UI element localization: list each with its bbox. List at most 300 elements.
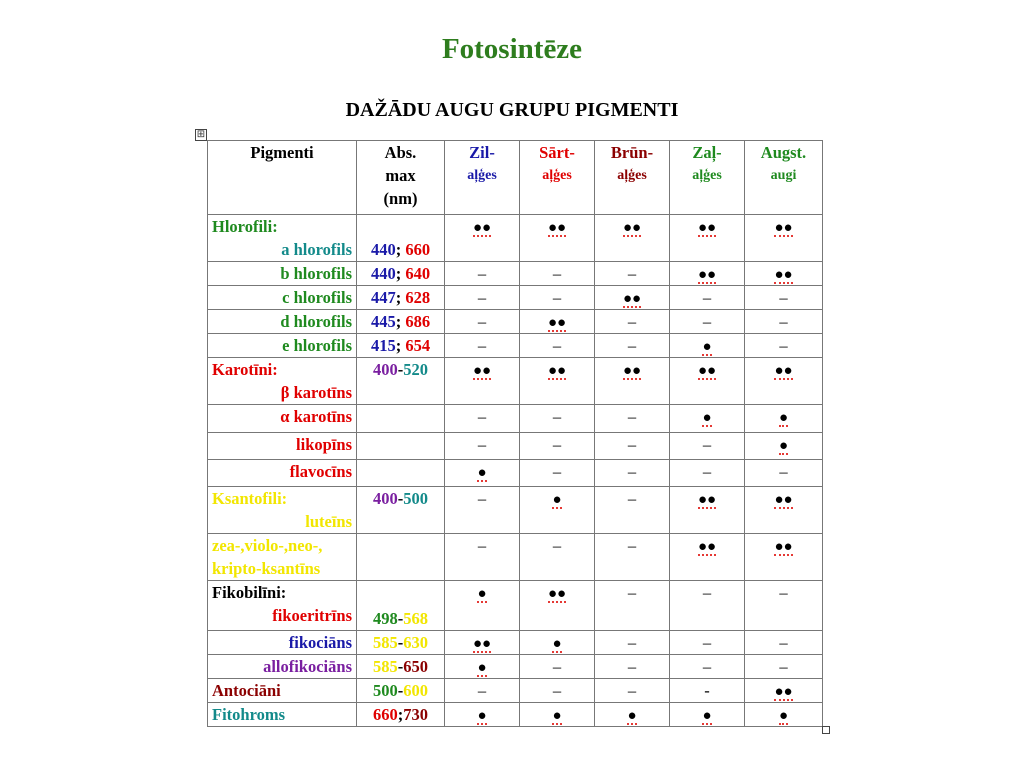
presence-cell: [445, 262, 520, 286]
pigment-cell: [208, 631, 357, 655]
abs-max-cell: [357, 487, 445, 534]
presence-cell: [670, 334, 745, 358]
abs-max-cell: [357, 460, 445, 487]
presence-marker: ●: [552, 636, 562, 652]
absence-marker: –: [779, 583, 788, 602]
abs-max-end: 500: [403, 489, 428, 508]
header-text: aļģes: [692, 168, 722, 183]
presence-cell: [670, 703, 745, 727]
presence-marker: ●●: [774, 363, 793, 379]
absence-marker: –: [702, 288, 712, 307]
presence-cell: [445, 310, 520, 334]
presence-cell: [595, 487, 670, 534]
presence-marker: ●●: [472, 220, 492, 236]
presence-cell: [745, 581, 823, 631]
presence-cell: [595, 703, 670, 727]
abs-max-start: 447: [370, 288, 396, 307]
absence-marker: –: [477, 264, 487, 283]
abs-max-start: 415: [370, 336, 396, 355]
pigment-cell: [208, 334, 357, 358]
abs-max-start: 585: [373, 633, 398, 652]
abs-max-start: 440: [370, 240, 396, 259]
presence-cell: [745, 433, 823, 460]
header-row: [208, 141, 823, 215]
presence-cell: [595, 534, 670, 581]
header-text: Brūn-: [610, 143, 654, 162]
abs-max-start: 498: [373, 609, 398, 628]
absence-marker: –: [552, 336, 562, 355]
abs-max-end: 660: [405, 240, 431, 259]
presence-cell: [445, 460, 520, 487]
absence-marker: –: [552, 462, 562, 481]
header-cell: [520, 141, 595, 215]
presence-cell: [595, 433, 670, 460]
presence-cell: [595, 405, 670, 433]
pigment-group: Fikobilīni:: [212, 583, 287, 602]
abs-max-end: 640: [405, 264, 431, 283]
abs-max-value: [361, 487, 440, 510]
header-cell: [445, 141, 520, 215]
header-text: Augst.: [760, 143, 807, 162]
absence-marker: -: [704, 681, 710, 700]
presence-cell: [595, 215, 670, 262]
absence-marker: –: [477, 336, 487, 355]
abs-max-value: [361, 286, 440, 309]
absence-marker: –: [702, 657, 712, 676]
presence-cell: [595, 655, 670, 679]
presence-marker: ●●: [774, 492, 793, 508]
pigment-name: α karotīns: [280, 407, 352, 426]
absence-marker: –: [627, 435, 637, 454]
table-row: [208, 405, 823, 433]
presence-cell: [595, 581, 670, 631]
presence-cell: [670, 310, 745, 334]
presence-marker: ●●: [622, 291, 642, 307]
header-text: (nm): [383, 189, 418, 208]
pigment-group: Ksantofili:: [212, 489, 288, 508]
presence-cell: [445, 405, 520, 433]
abs-max-cell: [357, 334, 445, 358]
header-text: Zaļ-: [692, 143, 722, 162]
presence-marker: ●●: [774, 220, 793, 236]
header-text: max: [385, 166, 416, 185]
presence-marker: ●: [477, 465, 487, 481]
presence-marker: ●●: [547, 315, 567, 331]
pigment-table: [207, 140, 823, 727]
presence-cell: [745, 215, 823, 262]
abs-max-value: [361, 334, 440, 357]
presence-cell: [445, 487, 520, 534]
presence-cell: [670, 405, 745, 433]
abs-max-cell: [357, 581, 445, 631]
abs-max-value: [361, 262, 440, 285]
pigment-name: d hlorofils: [280, 312, 352, 331]
presence-cell: [520, 215, 595, 262]
absence-marker: –: [552, 264, 562, 283]
presence-cell: [520, 405, 595, 433]
header-cell: [208, 141, 357, 215]
table-row: [208, 358, 823, 405]
table-row: [208, 334, 823, 358]
presence-cell: [445, 286, 520, 310]
table-row: [208, 286, 823, 310]
absence-marker: –: [702, 462, 712, 481]
table-row: [208, 487, 823, 534]
header-text: Abs.: [384, 143, 417, 162]
absence-marker: –: [627, 336, 637, 355]
abs-max-end: 630: [403, 633, 428, 652]
presence-marker: ●: [702, 339, 712, 355]
presence-cell: [445, 358, 520, 405]
header-cell: [595, 141, 670, 215]
presence-marker: ●●: [774, 539, 793, 555]
abs-max-end: 600: [403, 681, 428, 700]
presence-cell: [745, 405, 823, 433]
table-row: [208, 534, 823, 581]
pigment-name: allofikociāns: [263, 657, 352, 676]
absence-marker: –: [627, 489, 637, 508]
presence-cell: [745, 310, 823, 334]
abs-max-cell: [357, 358, 445, 405]
pigment-group: Hlorofili:: [212, 217, 278, 236]
absence-marker: –: [627, 264, 637, 283]
presence-cell: [670, 487, 745, 534]
header-cell: [745, 141, 823, 215]
abs-max-separator: -: [397, 609, 404, 628]
table-row: [208, 679, 823, 703]
pigment-cell: [208, 215, 357, 262]
abs-max-value: [361, 358, 440, 381]
presence-cell: [520, 631, 595, 655]
pigment-cell: [208, 460, 357, 487]
page-title: Fotosintēze: [441, 33, 583, 65]
presence-marker: ●: [477, 586, 487, 602]
absence-marker: –: [702, 583, 712, 602]
abs-max-end: 520: [403, 360, 428, 379]
presence-cell: [520, 286, 595, 310]
presence-cell: [670, 286, 745, 310]
presence-cell: [670, 262, 745, 286]
abs-max-start: 400: [373, 360, 398, 379]
abs-max-separator: -: [397, 360, 404, 379]
presence-marker: ●: [552, 708, 562, 724]
presence-marker: ●: [778, 410, 789, 426]
abs-max-value: [361, 655, 440, 678]
abs-max-start: 660: [373, 705, 398, 724]
abs-max-separator: -: [397, 633, 404, 652]
pigment-name: Fitohroms: [212, 705, 286, 724]
abs-max-end: 654: [405, 336, 431, 355]
presence-cell: [445, 631, 520, 655]
absence-marker: –: [627, 583, 637, 602]
header-text: Sārt-: [539, 143, 575, 162]
pigment-cell: [208, 286, 357, 310]
presence-cell: [745, 334, 823, 358]
abs-max-start: 585: [373, 657, 398, 676]
absence-marker: –: [627, 633, 637, 652]
abs-max-cell: [357, 631, 445, 655]
abs-max-end: 650: [403, 657, 428, 676]
abs-max-end: 568: [403, 609, 428, 628]
presence-cell: [445, 703, 520, 727]
presence-cell: [445, 534, 520, 581]
absence-marker: –: [702, 435, 712, 454]
presence-marker: ●: [778, 438, 789, 454]
pigment-cell: [208, 433, 357, 460]
absence-marker: –: [702, 312, 712, 331]
table-row: [208, 262, 823, 286]
presence-cell: [670, 358, 745, 405]
pigment-cell: [208, 534, 357, 581]
abs-max-cell: [357, 679, 445, 703]
presence-marker: ●●: [774, 267, 793, 283]
abs-max-separator: ;: [395, 288, 406, 307]
abs-max-separator: -: [397, 657, 404, 676]
presence-cell: [445, 215, 520, 262]
abs-max-end: 628: [405, 288, 431, 307]
presence-cell: [445, 655, 520, 679]
pigment-name: luteīns: [305, 512, 352, 531]
abs-max-cell: [357, 703, 445, 727]
pigment-name: e hlorofils: [282, 336, 352, 355]
absence-marker: –: [779, 312, 788, 331]
absence-marker: –: [552, 435, 562, 454]
presence-marker: ●: [702, 708, 712, 724]
abs-max-cell: [357, 215, 445, 262]
abs-max-separator: ;: [395, 336, 406, 355]
presence-cell: [745, 460, 823, 487]
presence-marker: ●●: [547, 363, 567, 379]
abs-max-start: 500: [373, 681, 398, 700]
absence-marker: –: [552, 536, 562, 555]
presence-cell: [670, 581, 745, 631]
pigment-cell: [208, 358, 357, 405]
presence-cell: [670, 679, 745, 703]
absence-marker: –: [477, 435, 487, 454]
table-row: [208, 631, 823, 655]
absence-marker: –: [779, 336, 788, 355]
presence-cell: [670, 460, 745, 487]
abs-max-separator: ;: [397, 705, 404, 724]
header-text: Pigmenti: [250, 143, 314, 162]
presence-marker: ●: [552, 492, 562, 508]
header-text: augi: [770, 168, 797, 183]
abs-max-separator: -: [397, 489, 404, 508]
header-cell: [670, 141, 745, 215]
absence-marker: –: [702, 633, 712, 652]
pigment-name: β karotīns: [280, 383, 352, 402]
table-row: [208, 310, 823, 334]
presence-marker: ●●: [547, 586, 567, 602]
presence-marker: ●: [477, 660, 487, 676]
absence-marker: –: [552, 681, 562, 700]
pigment-name: fikoeritrīns: [272, 606, 352, 625]
abs-max-separator: -: [397, 681, 404, 700]
absence-marker: –: [477, 407, 487, 426]
presence-cell: [745, 703, 823, 727]
presence-cell: [595, 679, 670, 703]
abs-max-cell: [357, 310, 445, 334]
absence-marker: –: [779, 633, 788, 652]
abs-max-end: 686: [405, 312, 431, 331]
abs-max-cell: [357, 262, 445, 286]
absence-marker: –: [627, 462, 637, 481]
pigment-table-body: [208, 141, 823, 727]
abs-max-cell: [357, 405, 445, 433]
presence-marker: ●●: [622, 363, 642, 379]
header-text: aļģes: [542, 168, 572, 183]
presence-cell: [745, 262, 823, 286]
presence-marker: ●●: [774, 684, 793, 700]
abs-max-cell: [357, 286, 445, 310]
presence-cell: [445, 679, 520, 703]
presence-marker: ●: [477, 708, 487, 724]
abs-max-end: 730: [403, 705, 428, 724]
pigment-cell: [208, 581, 357, 631]
presence-marker: ●: [627, 708, 637, 724]
presence-cell: [595, 310, 670, 334]
presence-cell: [520, 358, 595, 405]
pigment-group: zea-,violo-,neo-,: [212, 536, 323, 555]
absence-marker: –: [627, 681, 637, 700]
absence-marker: –: [627, 312, 637, 331]
presence-cell: [520, 534, 595, 581]
abs-max-value: [361, 631, 440, 654]
pigment-cell: [208, 310, 357, 334]
presence-cell: [670, 655, 745, 679]
table-row: [208, 703, 823, 727]
absence-marker: –: [552, 407, 562, 426]
pigment-name: a hlorofils: [281, 240, 352, 259]
table-caption: DAŽĀDU AUGU GRUPU PIGMENTI: [345, 99, 679, 121]
presence-marker: ●: [778, 708, 789, 724]
table-move-handle-icon[interactable]: ⊞: [196, 129, 206, 140]
table-row: [208, 581, 823, 631]
presence-cell: [745, 487, 823, 534]
abs-max-value: [361, 238, 440, 261]
abs-max-value: [361, 703, 440, 726]
presence-cell: [520, 581, 595, 631]
abs-max-start: 440: [370, 264, 396, 283]
abs-max-cell: [357, 655, 445, 679]
table-row: [208, 460, 823, 487]
abs-max-value: [361, 679, 440, 702]
absence-marker: –: [477, 536, 487, 555]
presence-cell: [520, 334, 595, 358]
pigment-group: Karotīni:: [212, 360, 278, 379]
abs-max-cell: [357, 433, 445, 460]
pigment-cell: [208, 487, 357, 534]
absence-marker: –: [627, 536, 637, 555]
presence-cell: [520, 262, 595, 286]
absence-marker: –: [627, 657, 637, 676]
presence-cell: [745, 358, 823, 405]
presence-cell: [445, 581, 520, 631]
absence-marker: –: [552, 288, 562, 307]
presence-marker: ●●: [622, 220, 642, 236]
pigment-cell: [208, 405, 357, 433]
absence-marker: –: [477, 489, 487, 508]
presence-cell: [670, 631, 745, 655]
presence-cell: [745, 534, 823, 581]
presence-cell: [520, 460, 595, 487]
header-text: Zil-: [469, 143, 495, 162]
absence-marker: –: [477, 681, 487, 700]
presence-cell: [520, 679, 595, 703]
presence-cell: [670, 215, 745, 262]
header-cell: [357, 141, 445, 215]
abs-max-start: 445: [370, 312, 396, 331]
pigment-cell: [208, 703, 357, 727]
presence-cell: [595, 334, 670, 358]
presence-cell: [670, 534, 745, 581]
pigment-name: likopīns: [296, 435, 352, 454]
pigment-cell: [208, 655, 357, 679]
presence-marker: ●●: [547, 220, 567, 236]
absence-marker: –: [477, 288, 487, 307]
absence-marker: –: [477, 312, 487, 331]
presence-cell: [595, 358, 670, 405]
abs-max-cell: [357, 534, 445, 581]
abs-max-separator: ;: [395, 240, 406, 259]
presence-cell: [745, 286, 823, 310]
presence-cell: [595, 460, 670, 487]
presence-cell: [670, 433, 745, 460]
presence-cell: [595, 631, 670, 655]
pigment-cell: [208, 679, 357, 703]
pigment-name: fikociāns: [288, 633, 352, 652]
pigment-cell: [208, 262, 357, 286]
abs-max-separator: ;: [395, 312, 406, 331]
table-row: [208, 655, 823, 679]
presence-marker: ●●: [472, 636, 492, 652]
presence-marker: ●●: [697, 220, 717, 236]
presence-cell: [595, 262, 670, 286]
presence-cell: [520, 310, 595, 334]
header-text: aļģes: [617, 168, 647, 183]
presence-cell: [745, 631, 823, 655]
absence-marker: –: [779, 288, 788, 307]
presence-marker: ●●: [697, 539, 717, 555]
abs-max-start: 400: [373, 489, 398, 508]
pigment-name: kripto-ksantīns: [212, 559, 321, 578]
table-row: [208, 215, 823, 262]
presence-cell: [445, 433, 520, 460]
presence-marker: ●: [702, 410, 712, 426]
abs-max-value: [361, 310, 440, 333]
abs-max-separator: ;: [395, 264, 406, 283]
presence-cell: [520, 655, 595, 679]
presence-cell: [745, 655, 823, 679]
absence-marker: –: [779, 657, 788, 676]
table-resize-handle-icon[interactable]: [822, 726, 830, 734]
table-row: [208, 433, 823, 460]
pigment-name: flavocīns: [289, 462, 352, 481]
abs-max-value: [361, 607, 440, 630]
presence-marker: ●●: [697, 363, 717, 379]
pigment-name: c hlorofils: [282, 288, 352, 307]
presence-cell: [595, 286, 670, 310]
presence-marker: ●●: [697, 267, 717, 283]
presence-marker: ●●: [472, 363, 492, 379]
presence-cell: [520, 703, 595, 727]
presence-cell: [745, 679, 823, 703]
presence-marker: ●●: [697, 492, 717, 508]
absence-marker: –: [627, 407, 637, 426]
pigment-name: b hlorofils: [280, 264, 352, 283]
pigment-name: Antociāni: [212, 681, 281, 700]
presence-cell: [445, 334, 520, 358]
